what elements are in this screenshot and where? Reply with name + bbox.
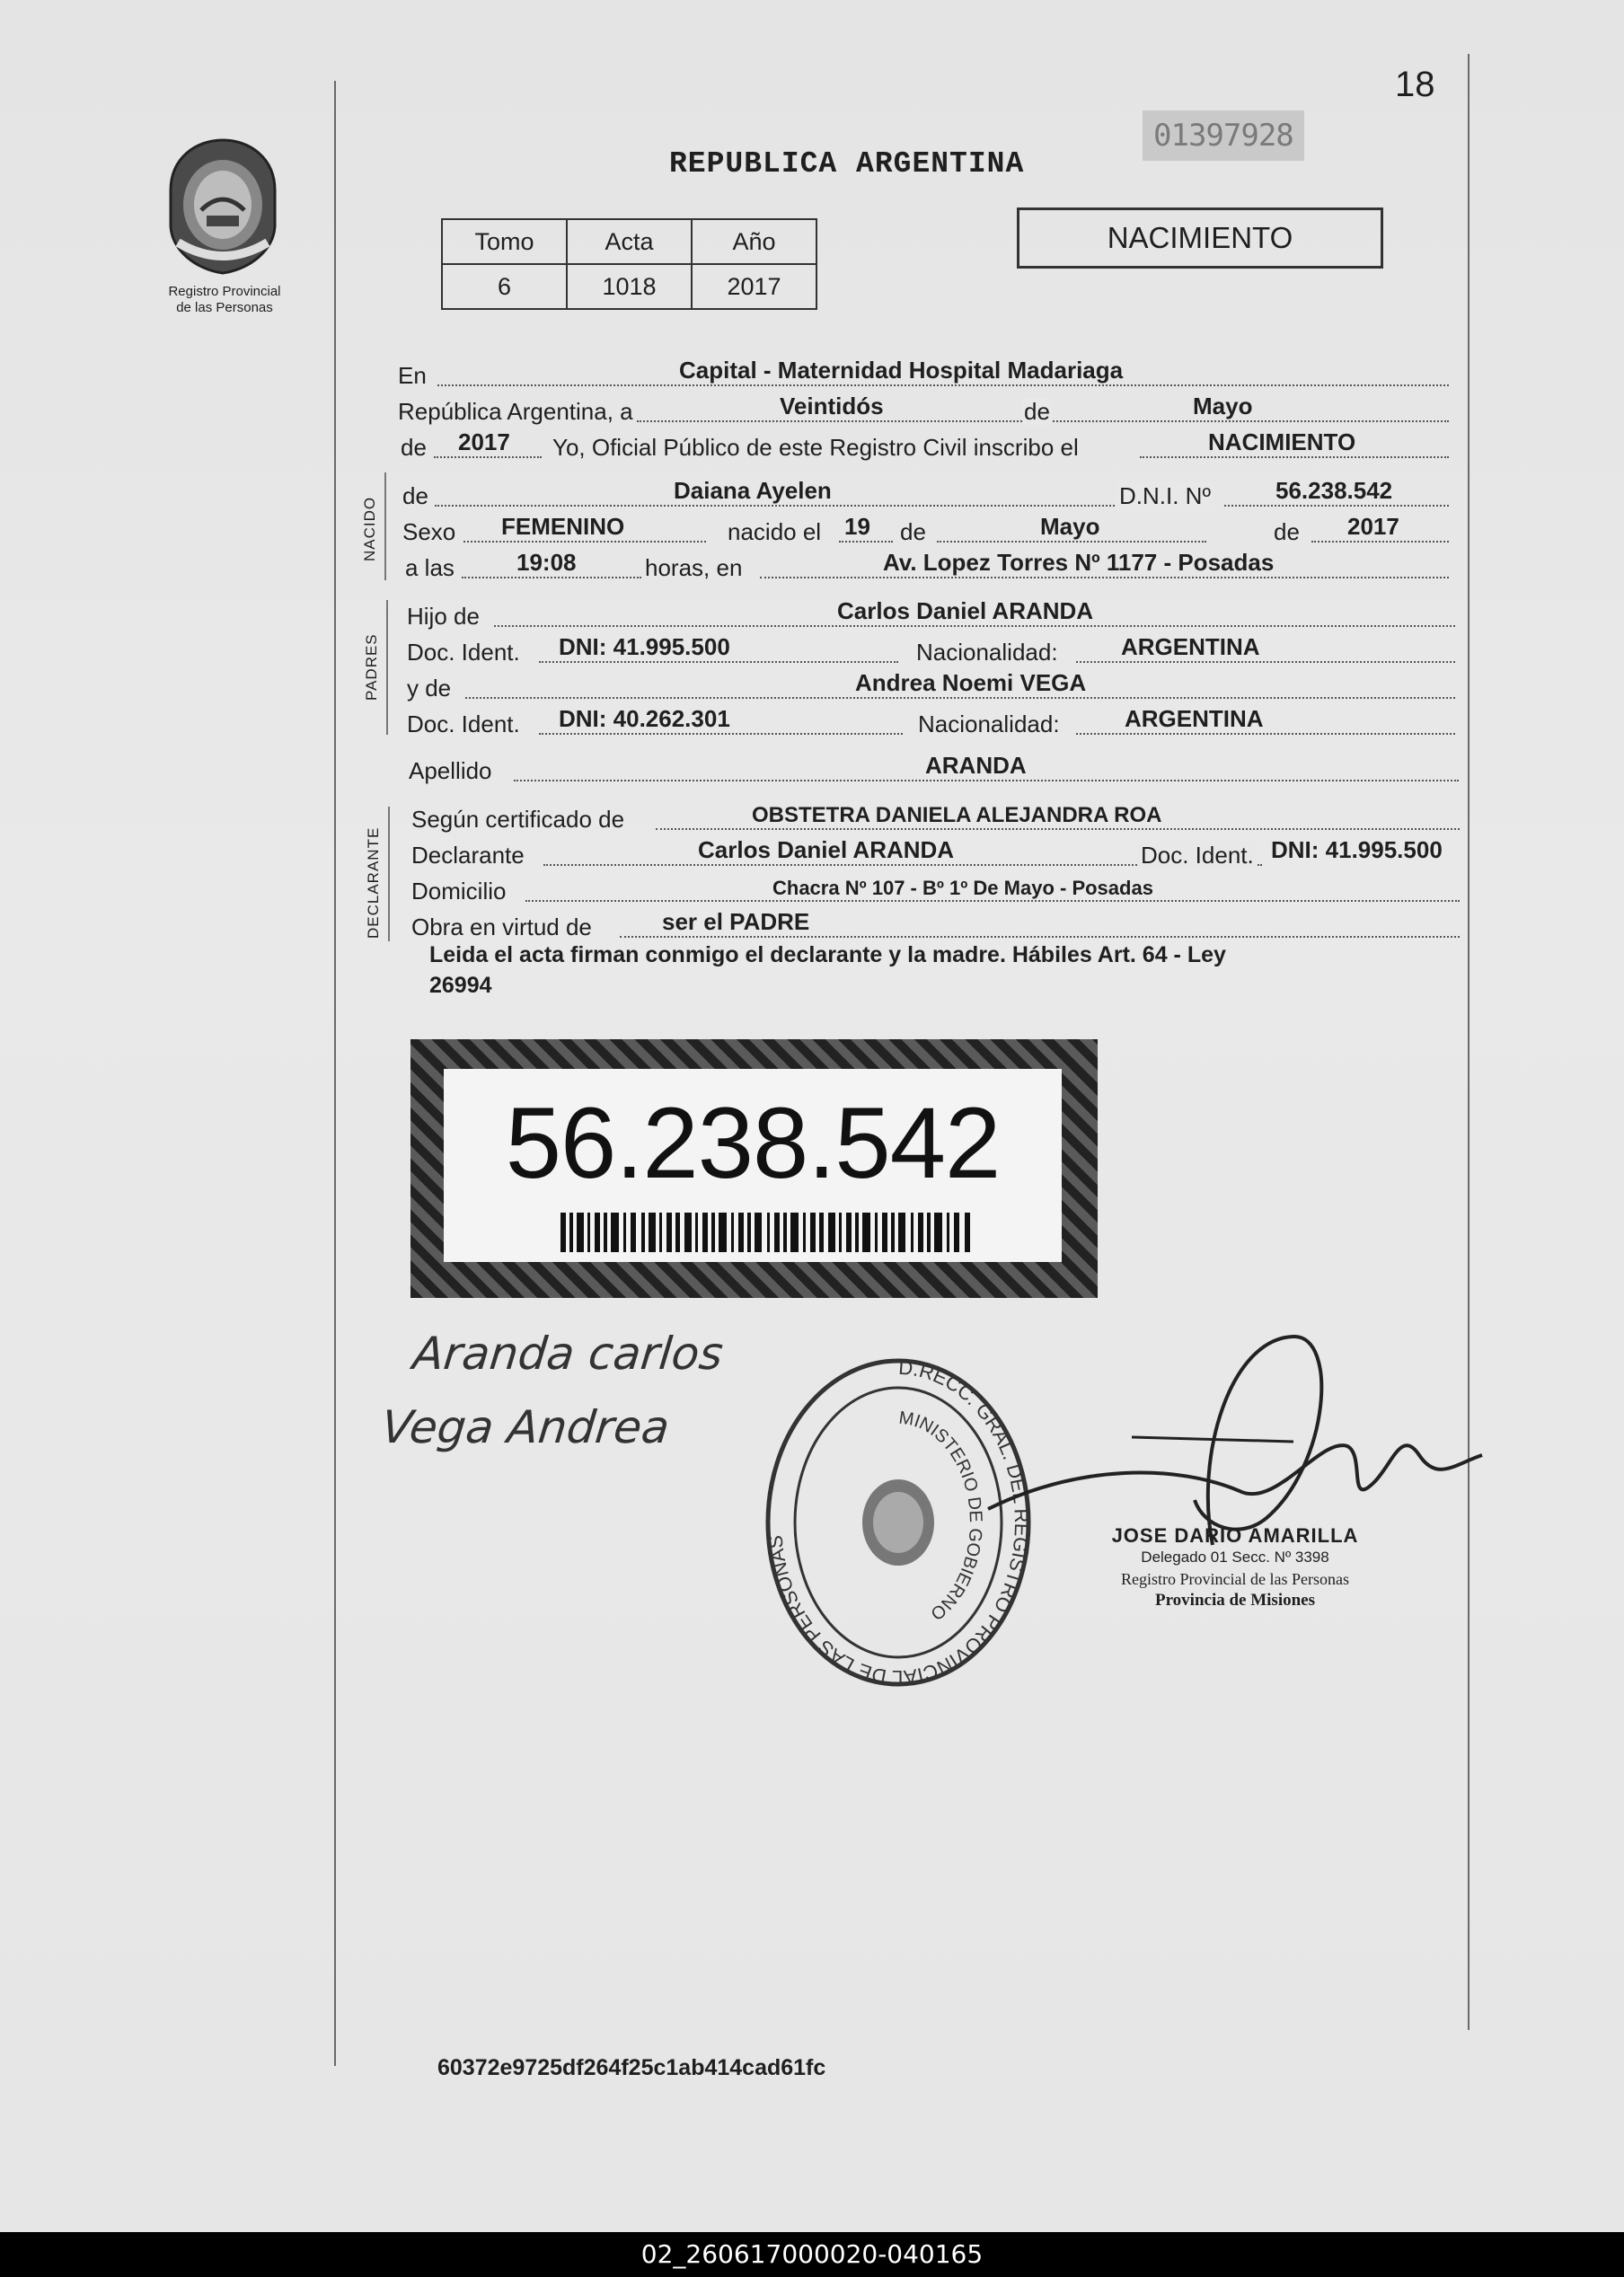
label-apellido: Apellido: [409, 757, 492, 784]
label-de: de: [402, 482, 428, 509]
cell-ano: 2017: [692, 264, 816, 309]
dotted-line: [462, 577, 641, 578]
document-hash: 60372e9725df264f25c1ab414cad61fc: [437, 2055, 826, 2080]
right-margin-line: [1468, 54, 1470, 2030]
scan-id-footer: 02_260617000020-040165: [0, 2232, 1624, 2277]
handwritten-name-1: Aranda carlos: [410, 1328, 726, 1380]
value-month: Mayo: [1193, 393, 1253, 419]
label-doc: Doc. Ident.: [1138, 842, 1257, 869]
col-header-acta: Acta: [567, 219, 692, 264]
value-declarante: Carlos Daniel ARANDA: [698, 836, 955, 863]
dotted-line: [525, 900, 1460, 902]
row-declarante: [409, 835, 1460, 871]
official-org: Registro Provincial de las Personas: [1121, 1570, 1349, 1588]
value-obra: ser el PADRE: [662, 908, 810, 935]
value-dni: 56.238.542: [1275, 477, 1393, 504]
label-nacionalidad: Nacionalidad:: [916, 639, 1058, 666]
label-de2: de: [401, 434, 427, 461]
legal-note-line2: 26994: [429, 973, 492, 998]
label-de: de: [900, 518, 926, 545]
dotted-line: [839, 541, 893, 543]
page-number: 18: [1395, 65, 1435, 104]
registry-label-line2: de las Personas: [176, 300, 273, 315]
dotted-line: [1224, 505, 1449, 507]
value-father-doc: DNI: 41.995.500: [559, 633, 730, 660]
value-time: 19:08: [516, 549, 577, 576]
official-name: JOSE DARIO AMARILLA: [1111, 1524, 1359, 1547]
value-name: Daiana Ayelen: [674, 477, 832, 504]
cell-acta: 1018: [567, 264, 692, 309]
dotted-line: [620, 936, 1460, 938]
value-domicilio: Chacra Nº 107 - Bº 1º De Mayo - Posadas: [772, 877, 1153, 899]
row-certificado: [409, 799, 1460, 835]
record-type-box: NACIMIENTO: [1017, 207, 1383, 269]
cell-tomo: 6: [442, 264, 567, 309]
label-en: En: [398, 362, 427, 389]
official-title: Delegado 01 Secc. Nº 3398: [1141, 1549, 1329, 1566]
label-inscribe: Yo, Oficial Público de este Registro Civil inscribo el: [552, 434, 1079, 461]
left-margin-line: [334, 81, 336, 2066]
row-obra: [409, 907, 1460, 943]
label-republica: República Argentina, a: [398, 398, 633, 425]
padres-bracket: [386, 600, 388, 735]
row-yde: [404, 668, 1455, 704]
dotted-line: [465, 697, 1455, 699]
label-de: de: [1274, 518, 1300, 545]
barcode-number: 56.238.542: [505, 1087, 1001, 1199]
dotted-line: [514, 780, 1459, 781]
label-dni: D.N.I. Nº: [1116, 482, 1214, 510]
label-de: de: [1024, 398, 1050, 425]
row-hora: [402, 548, 1449, 584]
value-decl-doc: DNI: 41.995.500: [1271, 836, 1443, 863]
value-event: NACIMIENTO: [1208, 428, 1356, 455]
barcode-label: [444, 1069, 1062, 1262]
legal-note-line1: Leida el acta firman conmigo el declarante y la madre. Hábiles Art. 64 - Ley: [429, 942, 1226, 967]
row-mother-doc: [404, 704, 1455, 740]
official-block: [1064, 1525, 1406, 1611]
stamp-inner-text: MINISTERIO DE GOBIERNO: [897, 1408, 986, 1624]
dotted-line: [1076, 733, 1455, 735]
section-label-nacido: NACIDO: [361, 496, 378, 561]
row-date: [398, 392, 1449, 428]
row-inscribe: [398, 428, 1449, 463]
dotted-line: [463, 541, 706, 543]
col-header-ano: Año: [692, 219, 816, 264]
dotted-line: [435, 505, 1140, 507]
value-birth-month: Mayo: [1040, 513, 1100, 540]
dni-barcode-panel: [410, 1039, 1098, 1298]
row-nacido-name: [402, 476, 1449, 512]
label-nacido-el: nacido el: [728, 518, 822, 545]
row-father-doc: [404, 632, 1455, 668]
label-sexo: Sexo: [402, 518, 456, 545]
row-domicilio: [409, 871, 1460, 907]
dotted-line: [494, 625, 1455, 627]
value-mother-doc: DNI: 40.262.301: [559, 705, 730, 732]
value-birth-year: 2017: [1347, 513, 1399, 540]
row-apellido: [406, 751, 1459, 787]
value-day: Veintidós: [780, 393, 884, 419]
dotted-line: [539, 733, 903, 735]
dotted-line: [937, 541, 1206, 543]
label-declarante: Declarante: [411, 842, 525, 869]
dotted-line: [1311, 541, 1449, 543]
label-doc: Doc. Ident.: [407, 710, 520, 737]
official-province: Provincia de Misiones: [1154, 1591, 1316, 1610]
dotted-line: [434, 456, 542, 458]
label-yde: y de: [407, 675, 452, 702]
value-birth-day: 19: [844, 513, 870, 540]
section-label-padres: PADRES: [363, 633, 380, 701]
legal-note: [429, 940, 1453, 1001]
dotted-line: [1140, 456, 1449, 458]
registry-label-line1: Registro Provincial: [168, 284, 281, 299]
value-mother-nat: ARGENTINA: [1125, 705, 1264, 732]
record-table: [441, 218, 817, 310]
label-doc: Doc. Ident.: [407, 639, 520, 666]
dotted-line: [539, 661, 898, 663]
label-alas: a las: [405, 554, 455, 581]
stamp-ring-text: D.RECC. GRAL. DEL REGISTRO PROVINCIAL DE LAS PERSONAS: [763, 1355, 1034, 1690]
value-sexo: FEMENINO: [501, 513, 625, 540]
value-year: 2017: [458, 428, 510, 455]
value-apellido: ARANDA: [925, 752, 1027, 779]
country-title: REPUBLICA ARGENTINA: [669, 147, 1025, 181]
value-place: Capital - Maternidad Hospital Madariaga: [679, 357, 1124, 384]
serial-number: 01397928: [1143, 110, 1304, 161]
value-cert: OBSTETRA DANIELA ALEJANDRA ROA: [752, 803, 1162, 827]
row-sexo: [402, 512, 1449, 548]
registry-label: [135, 284, 314, 316]
label-hijo: Hijo de: [407, 603, 480, 630]
row-hijo: [404, 596, 1455, 632]
label-domicilio: Domicilio: [411, 878, 507, 905]
label-cert: Según certificado de: [411, 806, 625, 833]
dotted-line: [760, 577, 1449, 578]
value-address: Av. Lopez Torres Nº 1177 - Posadas: [883, 549, 1275, 576]
value-father-nat: ARGENTINA: [1121, 633, 1260, 660]
section-label-declarante: DECLARANTE: [365, 826, 382, 939]
value-father: Carlos Daniel ARANDA: [837, 597, 1094, 624]
label-horas-en: horas, en: [645, 554, 743, 581]
nacido-bracket: [384, 472, 386, 580]
province-seal-logo: [160, 135, 286, 278]
value-mother: Andrea Noemi VEGA: [855, 669, 1087, 696]
label-obra: Obra en virtud de: [411, 913, 592, 940]
col-header-tomo: Tomo: [442, 219, 567, 264]
handwritten-name-2: Vega Andrea: [378, 1401, 672, 1453]
dotted-line: [1076, 661, 1455, 663]
dotted-line: [656, 828, 1460, 830]
dotted-line: [437, 384, 1449, 386]
barcode-bars: [560, 1213, 974, 1252]
row-place: [398, 356, 1449, 392]
label-nacionalidad: Nacionalidad:: [918, 710, 1060, 737]
declarante-bracket: [388, 807, 390, 941]
